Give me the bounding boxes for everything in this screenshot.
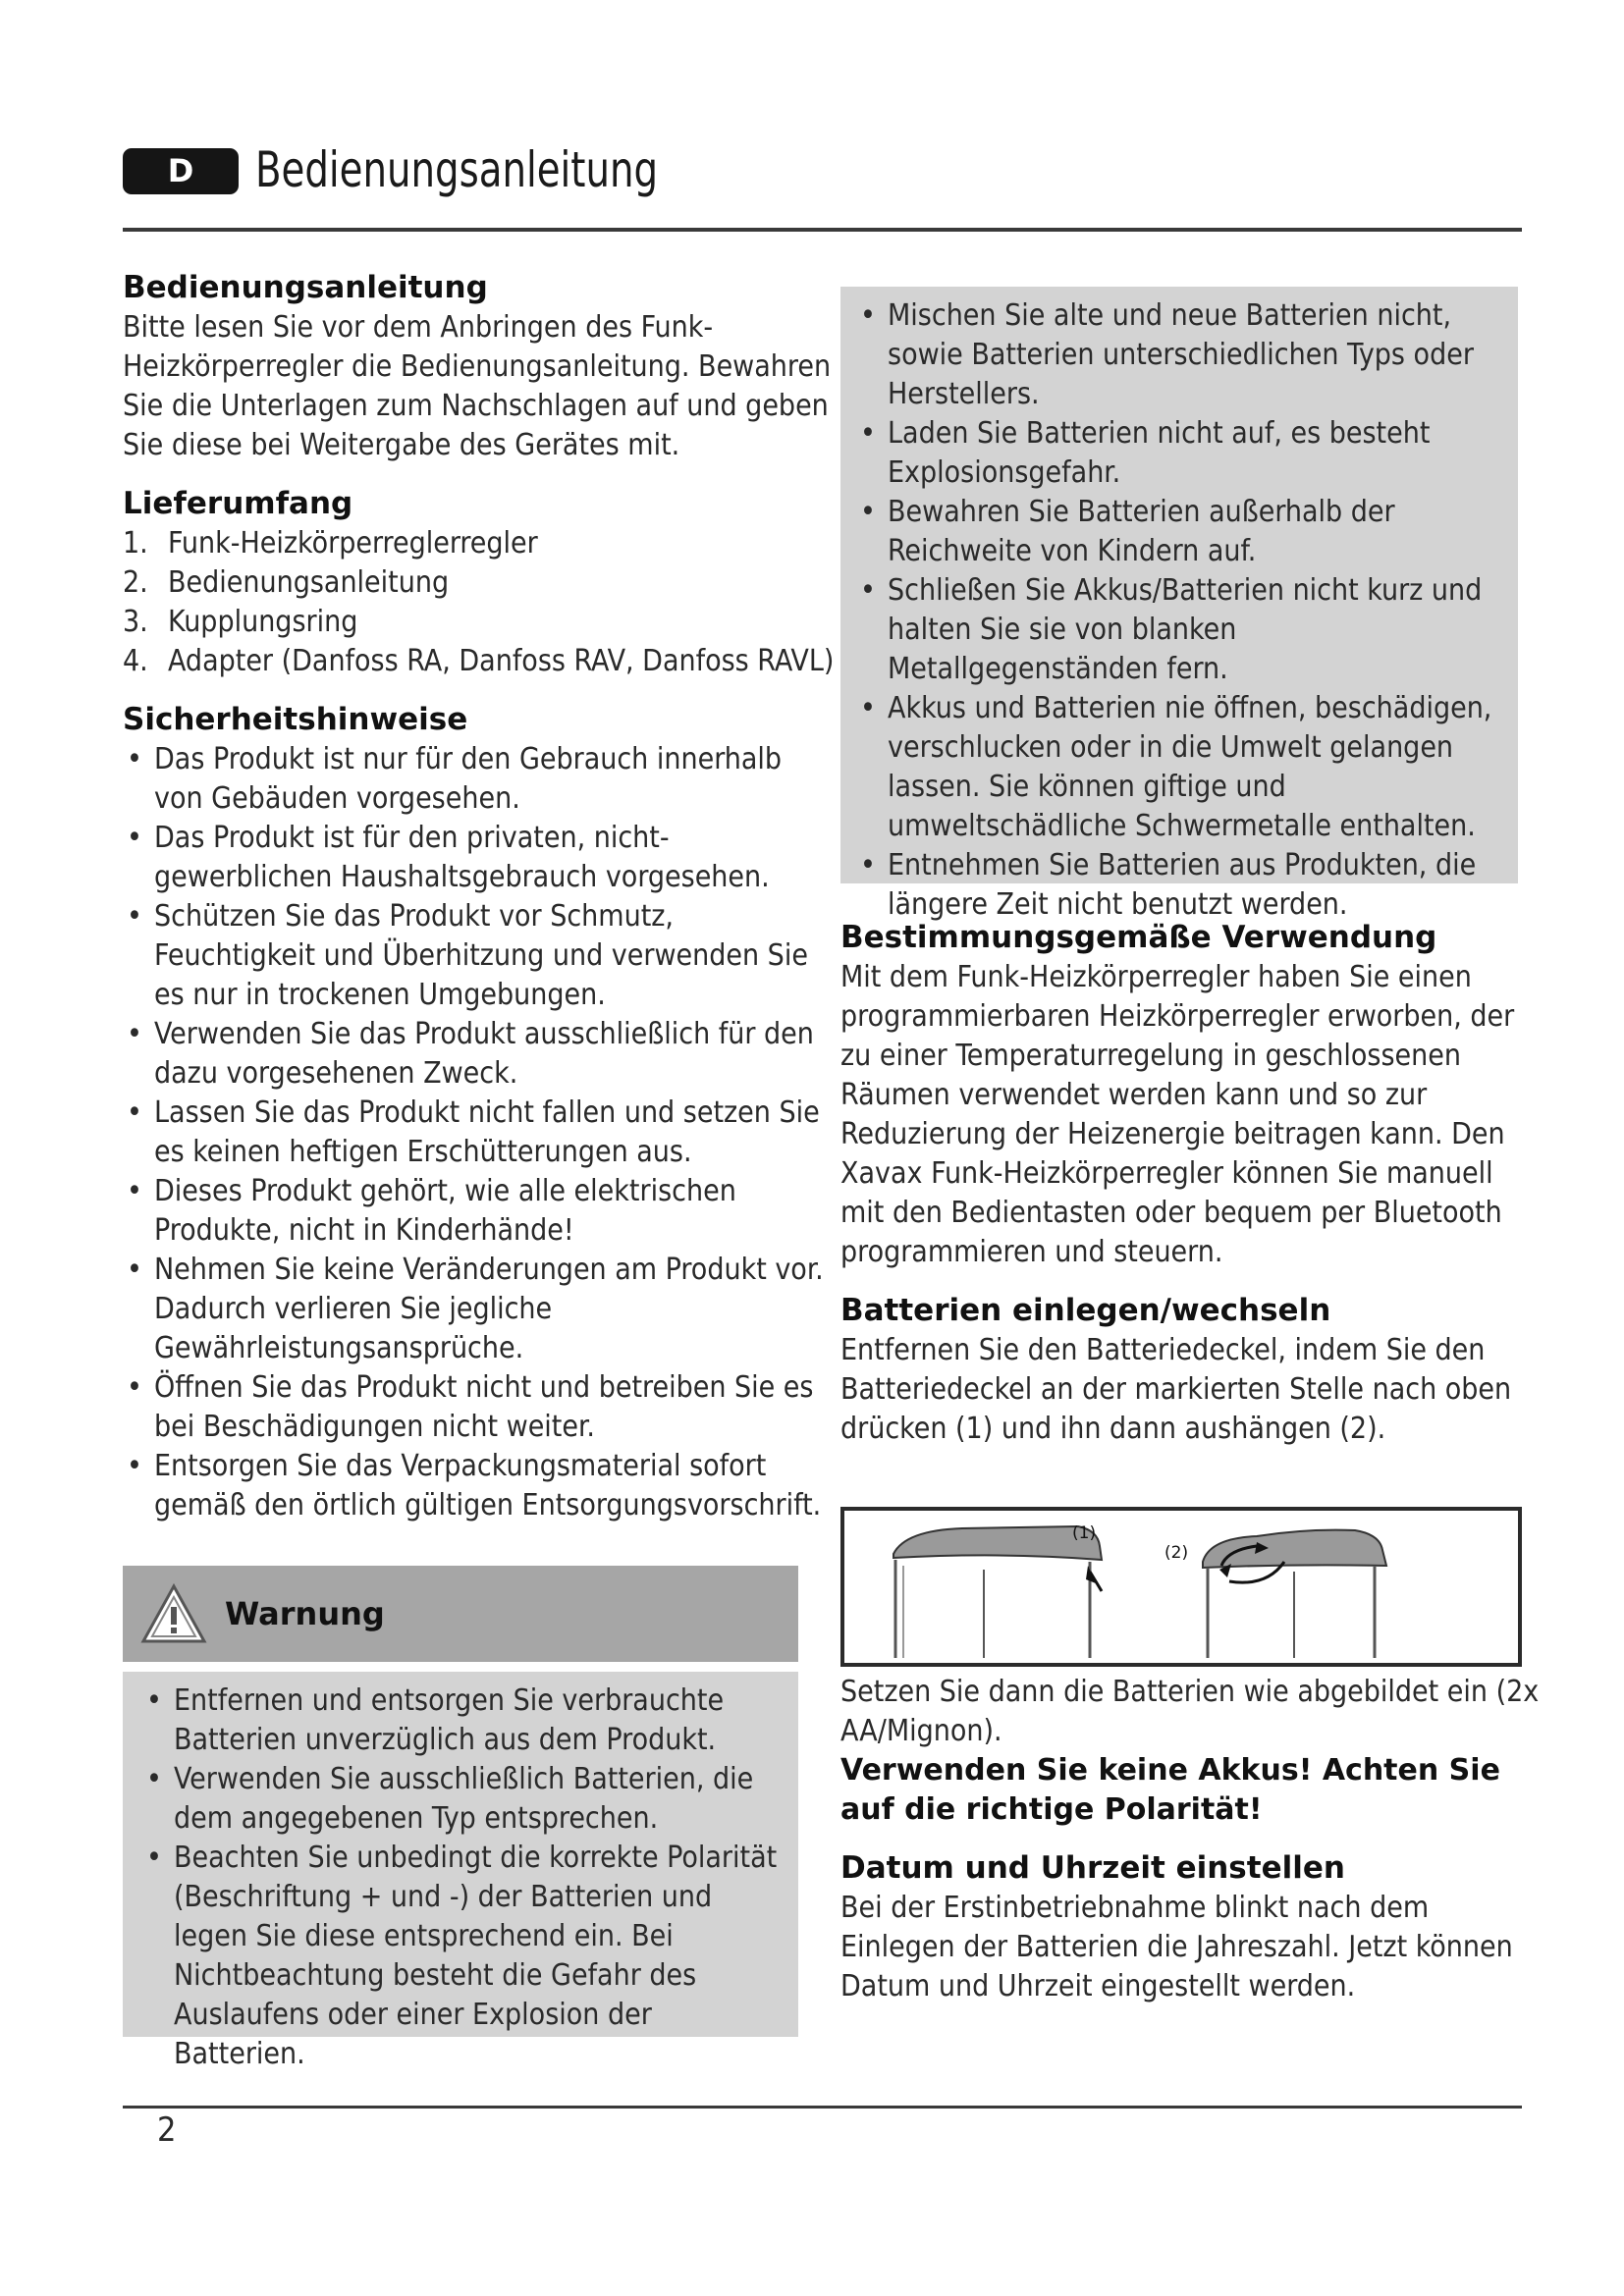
insert-batteries-warning: Verwenden Sie keine Akkus! Achten Sie auf die richtige Polarität! [840,1753,1500,1827]
battery-cover-illustration [844,1511,1518,1663]
battery-safety-list [856,296,1504,925]
warning-list [142,1682,781,2074]
intended-use-text: Mit dem Funk-Heizkörperregler haben Sie einen programmierbaren Heizkörperregler erworben, der zu einer Temperaturregelung in geschlossenen Räumen verwendet werden kann und so zur Reduzierung der Heizenergie beitragen kann. Den Xavax Funk-Heizkörperregler können Sie manuell mit den Bedientasten oder bequem per Bluetooth programmieren und steuern. [840,960,1515,1269]
warning-triangle-icon [140,1583,207,1644]
right-column-lower [840,1673,1547,2024]
figure-label-2: (2) [1164,1543,1189,1563]
page-number: 2 [157,2110,177,2150]
safety-item: • Entsorgen Sie das Verpackungsmaterial sofort gemäß den örtlich gültigen Entsorgungsvorschrift. [123,1447,835,1525]
battery-safety-item: • Laden Sie Batterien nicht auf, es besteht Explosionsgefahr. [856,414,1504,493]
scope-list [123,524,835,681]
intro-section [123,267,835,465]
warning-item: • Beachten Sie unbedingt die korrekte Polarität (Beschriftung + und -) der Batterien und legen Sie diese entsprechend ein. Bei Nichtbeachtung besteht die Gefahr des Auslaufens oder einer Explosion der Batterien. [142,1839,781,2074]
battery-safety-item: • Mischen Sie alte und neue Batterien nicht, sowie Batterien unterschiedlichen Typs oder Herstellers. [856,296,1504,414]
datetime-text: Bei der Erstinbetriebnahme blinkt nach dem Einlegen der Batterien die Jahreszahl. Jetzt können Datum und Uhrzeit eingestellt werden. [840,1891,1513,2003]
right-column [840,917,1528,1467]
figure-label-1: (1) [1072,1523,1097,1543]
safety-item: • Dieses Produkt gehört, wie alle elektrischen Produkte, nicht in Kinderhände! [123,1172,835,1251]
scope-item: 3. Kupplungsring [123,605,358,639]
scope-heading: Lieferumfang [123,486,353,521]
safety-item: • Lassen Sie das Produkt nicht fallen und setzen Sie es keinen heftigen Erschütterungen aus. [123,1094,835,1172]
battery-safety-box [840,287,1518,922]
battery-safety-item: • Entnehmen Sie Batterien aus Produkten, die längere Zeit nicht benutzt werden. [856,846,1504,925]
left-column [123,267,835,1543]
warning-item: • Verwenden Sie ausschließlich Batterien, die dem angegebenen Typ entsprechen. [142,1760,781,1839]
batteries-heading: Batterien einlegen/wechseln [840,1293,1331,1328]
warning-title: Warnung [225,1595,385,1632]
battery-safety-item: • Schließen Sie Akkus/Batterien nicht kurz und halten Sie sie von blanken Metallgegenständen fern. [856,571,1504,689]
page-title: Bedienungsanleitung [255,141,659,198]
warning-item: • Entfernen und entsorgen Sie verbrauchte Batterien unverzüglich aus dem Produkt. [142,1682,781,1760]
safety-item: • Nehmen Sie keine Veränderungen am Produkt vor. Dadurch verlieren Sie jegliche Gewährleistungsansprüche. [123,1251,835,1368]
intro-heading: Bedienungsanleitung [123,270,488,305]
datetime-heading: Datum und Uhrzeit einstellen [840,1850,1345,1886]
footer-rule [123,2106,1522,2109]
scope-item: 1. Funk-Heizkörperreglerregler [123,526,538,561]
safety-section [123,699,835,1525]
battery-safety-item: • Akkus und Batterien nie öffnen, beschädigen, verschlucken oder in die Umwelt gelangen lassen. Sie können giftige und umweltschädliche Schwermetalle enthalten. [856,689,1504,846]
safety-item: • Das Produkt ist für den privaten, nicht-gewerblichen Haushaltsgebrauch vorgesehen. [123,819,835,897]
scope-item: 2. Bedienungsanleitung [123,565,450,600]
batteries-section [840,1290,1528,1449]
insert-batteries-section [840,1673,1547,1830]
safety-item: • Öffnen Sie das Produkt nicht und betreiben Sie es bei Beschädigungen nicht weiter. [123,1368,835,1447]
scope-section [123,483,835,681]
battery-cover-figure [840,1507,1522,1667]
batteries-text: Entfernen Sie den Batteriedeckel, indem Sie den Batteriedeckel an der markierten Stelle nach oben drücken (1) und ihn dann aushängen (2). [840,1333,1512,1446]
intended-use-heading: Bestimmungsgemäße Verwendung [840,920,1437,955]
scope-item: 4. Adapter (Danfoss RA, Danfoss RAV, Danfoss RAVL) [123,644,835,678]
safety-list [123,740,835,1525]
safety-item: • Verwenden Sie das Produkt ausschließlich für den dazu vorgesehenen Zweck. [123,1015,835,1094]
safety-heading: Sicherheitshinweise [123,702,468,737]
header-rule [123,228,1522,232]
warning-box [123,1672,798,2071]
warning-header [123,1566,798,1662]
insert-batteries-text: Setzen Sie dann die Batterien wie abgebildet ein (2x AA/Mignon). [840,1675,1540,1748]
intro-text: Bitte lesen Sie vor dem Anbringen des Funk-Heizkörperregler die Bedienungsanleitung. Bewahren Sie die Unterlagen zum Nachschlagen auf und geben Sie diese bei Weitergabe des Gerätes mit. [123,310,832,462]
language-badge: D [123,148,239,194]
datetime-section [840,1847,1547,2006]
safety-item: • Schützen Sie das Produkt vor Schmutz, Feuchtigkeit und Überhitzung und verwenden Sie es nur in trockenen Umgebungen. [123,897,835,1015]
intended-use-section [840,917,1528,1272]
safety-item: • Das Produkt ist nur für den Gebrauch innerhalb von Gebäuden vorgesehen. [123,740,835,819]
battery-safety-item: • Bewahren Sie Batterien außerhalb der Reichweite von Kindern auf. [856,493,1504,571]
